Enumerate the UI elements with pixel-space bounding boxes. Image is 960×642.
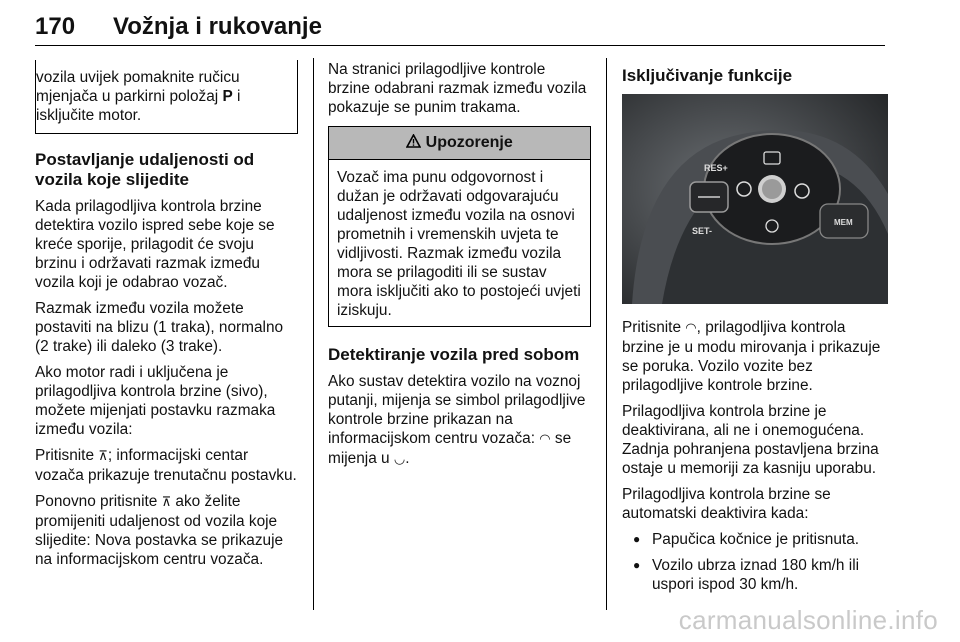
section-heading: Postavljanje udaljenosti od vozila koje slijedite: [35, 150, 255, 189]
distance-button-icon: ⊼: [161, 495, 172, 510]
column-divider: [313, 58, 314, 610]
paragraph: Na stranici prilagodljive kontrole brzine odabrani razmak između vozila pokazuje se punim trakama.: [328, 61, 587, 116]
page-title: Vožnja i rukovanje: [113, 13, 322, 40]
section-heading: Isključivanje funkcije: [622, 66, 793, 85]
note-text: vozila uvijek pomaknite ručicu mjenjača u parkirni položaj P i isključite motor.: [36, 69, 241, 124]
warning-text: Vozač ima punu odgovornost i dužan je održavati odgovarajuću udaljenost između vozila na osnovi prometnih i vremenskih uvjeta te vidljivosti. Razmak između vozila mora se prilagoditi ili se sustav mora isključiti ako to postojeći uvjeti iziskuju.: [337, 169, 581, 319]
column-3: [622, 60, 888, 601]
paragraph: Ako sustav detektira vozilo na voznoj putanji, mijenja se simbol prilagodljive kontrole brzine prikazan na informacijskom centru vozača: ◠ se mijenja u ◡.: [328, 373, 586, 467]
column-divider: [606, 58, 607, 610]
res-label: RES+: [704, 163, 728, 173]
deactivation-conditions-list: [622, 530, 888, 594]
paragraph: Razmak između vozila možete postaviti na blizu (1 traka), normalno (2 trake) ili daleko (3 trake).: [35, 300, 284, 355]
paragraph: Pritisnite ◠, prilagodljiva kontrola brzine je u modu mirovanja i prikazuje se poruka. Vozilo vozite bez prilagodljive kontrole brzine.: [622, 319, 881, 394]
acc-off-button-icon: ◠: [685, 321, 697, 336]
column-2: [328, 60, 591, 476]
paragraph: Prilagodljiva kontrola brzine se automatski deaktivira kada:: [622, 486, 831, 522]
steering-wheel-controls-image: [622, 94, 888, 304]
paragraph: Ako motor radi i uključena je prilagodljiva kontrola brzine (sivo), možete mijenjati postavku razmaka između vozila:: [35, 364, 276, 438]
warning-body: [329, 160, 590, 326]
set-label: SET-: [692, 226, 713, 236]
paragraph: Pritisnite ⊼; informacijski centar vozača prikazuje trenutačnu postavku.: [35, 447, 297, 484]
acc-vehicle-detected-icon: ◡: [393, 452, 406, 467]
continued-note-box: [35, 60, 298, 134]
warning-header: [329, 127, 590, 160]
list-item: ● Papučica kočnice je pritisnuta.: [622, 530, 888, 549]
column-1: [35, 60, 298, 576]
warning-triangle-icon: [406, 134, 425, 151]
mem-label: MEM: [834, 218, 853, 227]
paragraph: Ponovno pritisnite ⊼ ako želite promijeniti udaljenost od vozila koje slijedite: Nova postavka se prikazuje na informacijskom centru vozača.: [35, 493, 284, 568]
watermark: carmanualsonline.info: [678, 605, 938, 635]
page-number: 170: [35, 13, 76, 40]
warning-title: Upozorenje: [425, 134, 513, 151]
paragraph: Prilagodljiva kontrola brzine je deaktivirana, ali ne i onemogućena. Zadnja pohranjena postavljena brzina ostaje u memoriji za kasniju uporabu.: [622, 403, 879, 477]
page-header: [35, 6, 885, 46]
section-heading: Detektiranje vozila pred sobom: [328, 345, 580, 364]
warning-box: [328, 126, 591, 327]
list-item: ● Vozilo ubrza iznad 180 km/h ili uspori ispod 30 km/h.: [622, 556, 888, 594]
paragraph: Kada prilagodljiva kontrola brzine detektira vozilo ispred sebe koje se kreće sporije, prilagodit će svoju brzinu i održavati razmak između vozila koji je odabrao vozač.: [35, 198, 275, 291]
acc-symbol-icon: ◠: [539, 432, 551, 447]
distance-button-icon: ⊼: [98, 449, 108, 464]
